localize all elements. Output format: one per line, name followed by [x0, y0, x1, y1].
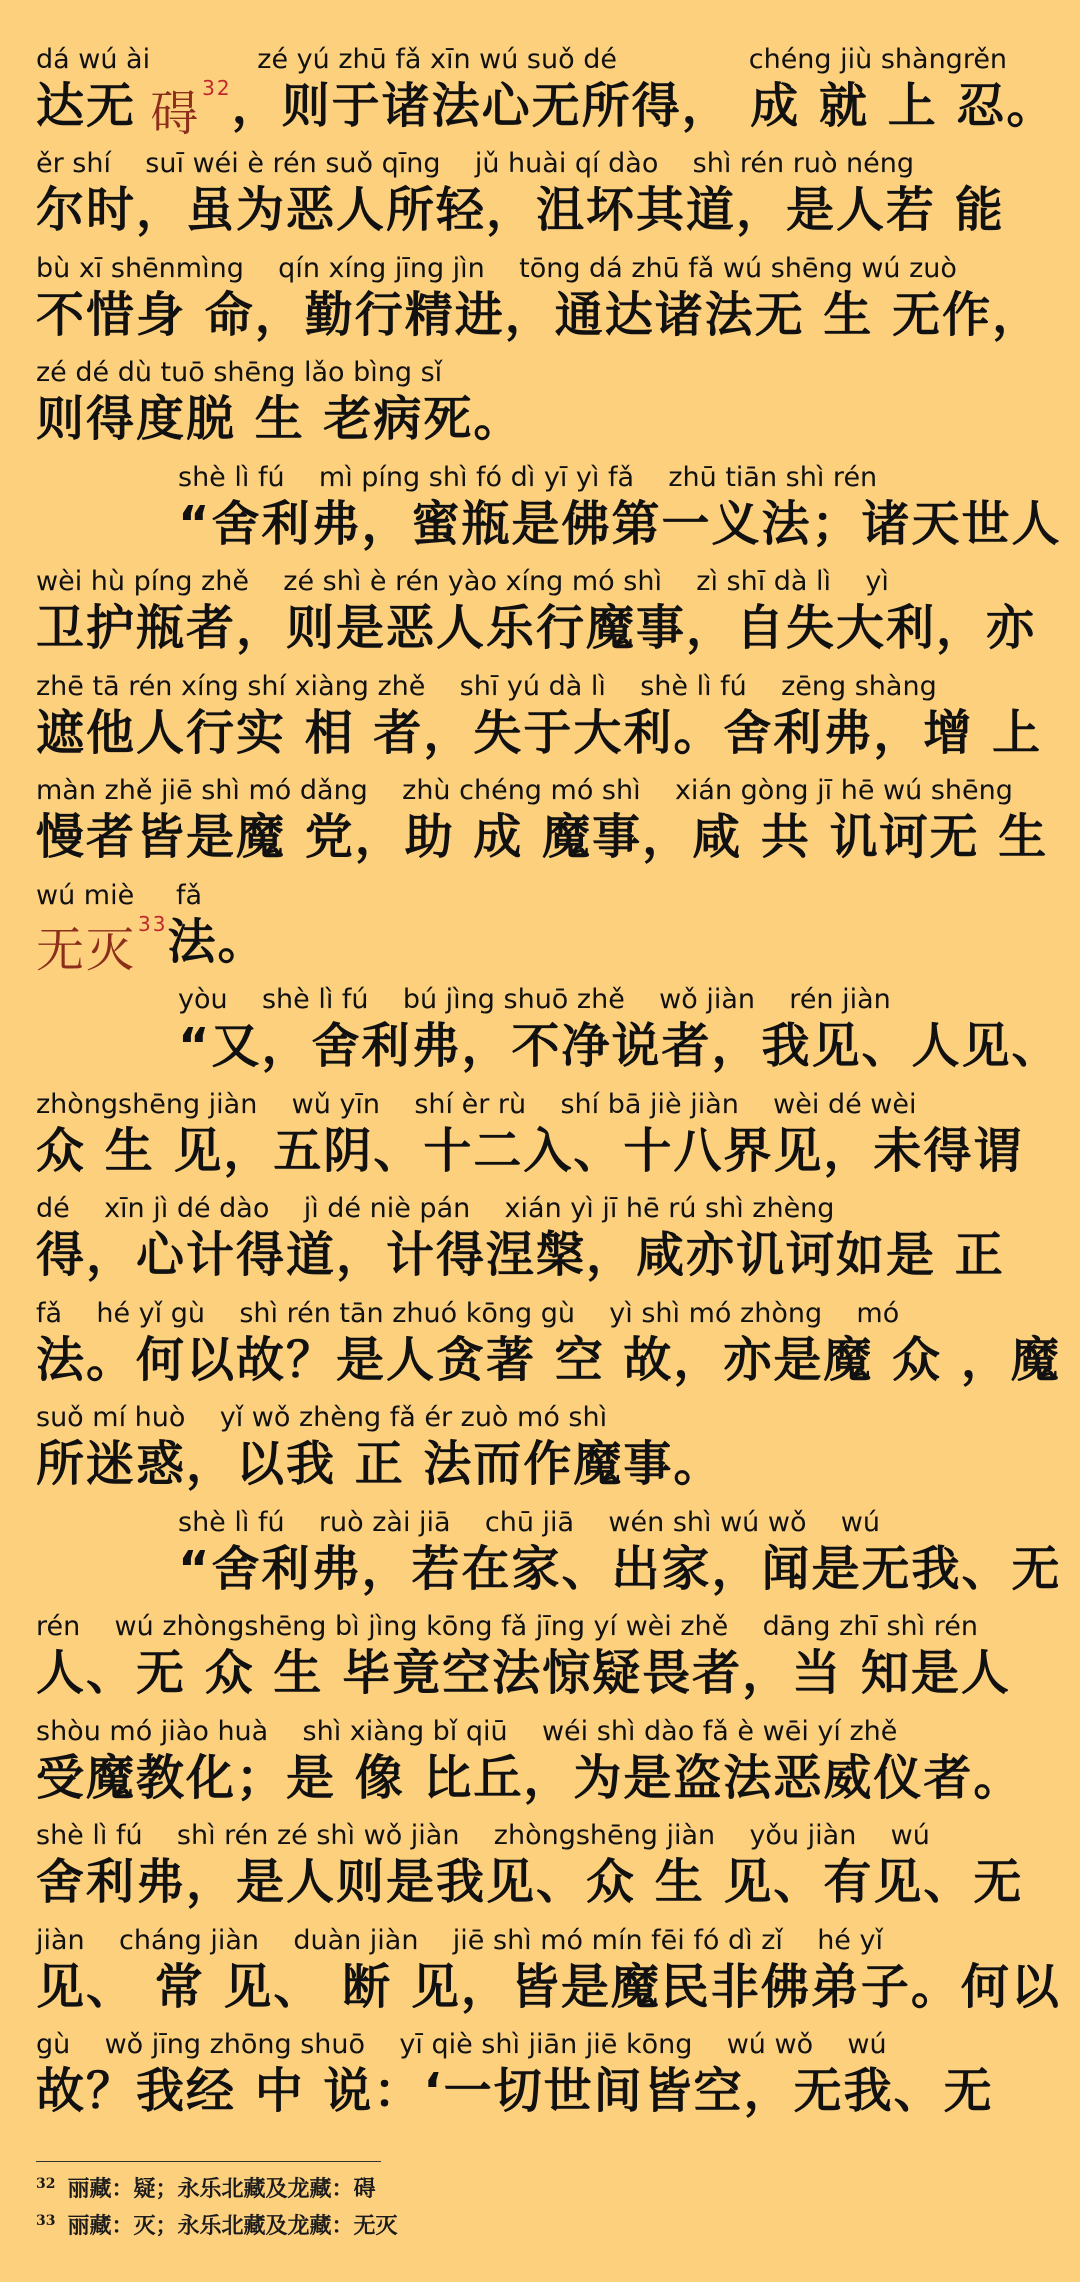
pinyin-annotation: shè lì fú ruò zài jiā chū jiā wén shì wú wǒ wú [178, 1506, 880, 1538]
pinyin-annotation: zhē tā rén xíng shí xiàng zhě shī yú dà lì shè lì fú zēng shàng [36, 670, 937, 702]
footnote-marker: 32 [202, 75, 232, 100]
pinyin-annotation: dé xīn jì dé dào jì dé niè pán xián yì jī hē rú shì zhèng [36, 1193, 835, 1224]
chinese-characters: 舍利弗，是人则是我见、众 生 见、有见、无 [36, 1854, 1024, 1910]
chinese-text [36, 1435, 723, 1493]
chinese-text [36, 1749, 1023, 1807]
text-line [36, 1493, 1062, 1598]
annotated-segment [36, 147, 1005, 239]
chinese-characters: “舍利弗，蜜瓶是佛第一义法；诸天世人 [178, 495, 1062, 552]
pinyin-annotation: ěr shí suī wéi è rén suǒ qīng jǔ huài qí dào shì rén ruò néng [36, 148, 915, 179]
chinese-characters: 卫护瓶者，则是恶人乐行魔事，自失大利，亦 [36, 600, 1037, 656]
footnotes [36, 2172, 398, 2246]
chinese-text [232, 77, 732, 135]
text-line [36, 239, 1046, 344]
chinese-text [36, 599, 1036, 657]
text-line [36, 657, 1046, 762]
chinese-text [36, 911, 168, 978]
annotated-segment [36, 1297, 1061, 1389]
annotated-segment [150, 43, 232, 142]
annotated-segment [232, 43, 732, 135]
pinyin-annotation: shòu mó jiào huà shì xiàng bǐ qiū wéi shì dào fǎ è wēi yí zhě [36, 1715, 898, 1747]
pinyin-annotation: yòu shè lì fú bú jìng shuō zhě wǒ jiàn rén jiàn [178, 984, 891, 1015]
pinyin-annotation: jiàn cháng jiàn duàn jiàn jiē shì mó mín fēi fó dì zǐ hé yǐ [36, 1924, 883, 1956]
chinese-text [167, 913, 267, 971]
chinese-characters: 达无 [36, 77, 137, 134]
chinese-characters: 尔时，虽为恶人所轻，沮坏其道，是人若 能 [36, 182, 1005, 238]
text-line [36, 762, 1049, 867]
annotated-segment [178, 461, 1062, 553]
annotated-segment [36, 1401, 723, 1493]
chinese-text [36, 1226, 1005, 1284]
annotated-segment [36, 774, 1048, 866]
text-line [36, 1911, 1061, 2016]
chinese-characters: 法。何以故？是人贪著 空 故，亦是魔 众 ，魔 [36, 1331, 1061, 1388]
chinese-text [36, 1958, 1061, 2016]
chinese-text [178, 1017, 1062, 1075]
text-line [36, 344, 1046, 449]
annotated-segment [36, 2028, 994, 2120]
annotated-segment [36, 1924, 1061, 2016]
annotated-segment [36, 1819, 1023, 1911]
text-line [36, 1598, 1046, 1703]
annotated-segment [36, 670, 1042, 762]
text-line [36, 1702, 1046, 1807]
chinese-text [732, 77, 1057, 135]
pinyin-annotation: dá wú ài [36, 43, 151, 75]
chinese-text [36, 704, 1042, 762]
text-line [36, 1807, 1046, 1912]
chinese-characters: 成 就 上 忍。 [731, 77, 1057, 134]
chinese-text [36, 2062, 994, 2120]
pinyin-annotation: màn zhě jiē shì mó dǎng zhù chéng mó shì xián gòng jī hē wú shēng [36, 775, 1013, 806]
chinese-characters: “又，舍利弗，不净说者，我见、人见、 [178, 1018, 1062, 1074]
chinese-text [178, 1540, 1062, 1598]
annotated-segment [36, 252, 1042, 344]
chinese-characters: 慢者皆是魔 党，助 成 魔事，咸 共 讥诃无 生 [36, 809, 1049, 865]
annotated-segment [36, 356, 523, 448]
chinese-text [36, 77, 136, 135]
chinese-characters: 见、 常 见、 断 见，皆是魔民非佛弟子。何以 [36, 1958, 1061, 2015]
annotated-segment [167, 879, 267, 971]
chinese-characters: “舍利弗，若在家、出家，闻是无我、无 [178, 1540, 1062, 1597]
text-line [36, 135, 1046, 240]
annotated-segment [36, 879, 168, 978]
text-line [36, 866, 1046, 978]
annotated-segment [178, 1506, 1062, 1598]
text-line [36, 30, 1057, 142]
annotated-segment [36, 565, 1036, 657]
chinese-text [150, 75, 232, 142]
text-line [36, 1075, 1046, 1180]
chinese-text [36, 808, 1048, 866]
chinese-characters: 故？我经 中 说：‘一切世间皆空，无我、无 [36, 2063, 994, 2119]
footnote-33: $^{33}$ 丽藏：灭；永乐北藏及龙藏：无灭 [36, 2213, 398, 2239]
pinyin-annotation: fǎ hé yǐ gù shì rén tān zhuó kōng gù yì shì mó zhòng mó [36, 1297, 900, 1329]
chinese-characters: 受魔教化；是 像 比丘，为是盗法恶威仪者。 [36, 1749, 1024, 1806]
text-line [36, 553, 1046, 658]
chinese-text [36, 1644, 1011, 1702]
pinyin-annotation: wèi hù píng zhě zé shì è rén yào xíng mó shì zì shī dà lì yì [36, 566, 889, 597]
annotated-segment [36, 43, 150, 135]
chinese-characters: 人、无 众 生 毕竟空法惊疑畏者，当 知是人 [36, 1645, 1011, 1701]
annotated-segment [732, 43, 1057, 135]
chinese-text [178, 495, 1062, 553]
footnote-divider [36, 2161, 381, 2162]
pinyin-annotation: zé yú zhū fǎ xīn wú suǒ dé [231, 43, 617, 75]
chinese-characters: 无灭 [36, 921, 137, 978]
chinese-text [36, 1853, 1023, 1911]
pinyin-annotation: wú miè [36, 879, 135, 911]
annotated-segment [178, 983, 1062, 1075]
chinese-text [36, 1122, 1023, 1180]
text-line [36, 2016, 1046, 2121]
annotated-segment [36, 1715, 1023, 1807]
text-line [36, 1180, 1046, 1285]
footnote-marker: 33 [138, 911, 168, 936]
chinese-characters: 则得度脱 生 老病死。 [36, 391, 524, 447]
pinyin-annotation: shè lì fú mì píng shì fó dì yī yì fǎ zhū tiān shì rén [178, 461, 878, 493]
footnote-32: $^{32}$ 丽藏：疑；永乐北藏及龙藏：碍 [36, 2176, 376, 2202]
pinyin-annotation: fǎ [167, 879, 203, 911]
chinese-characters: ，则于诸法心无所得， [231, 77, 732, 134]
chinese-text [36, 181, 1005, 239]
pinyin-annotation: rén wú zhòngshēng bì jìng kōng fǎ jīng yí wèi zhě dāng zhī shì rén [36, 1611, 978, 1642]
text-line [36, 971, 1062, 1076]
pinyin-annotation: gù wǒ jīng zhōng shuō yī qiè shì jiān jiē kōng wú wǒ wú [36, 2029, 887, 2060]
chinese-characters: 所迷惑，以我 正 法而作魔事。 [36, 1436, 724, 1492]
chinese-text [36, 286, 1042, 344]
pinyin-annotation: suǒ mí huò yǐ wǒ zhèng fǎ ér zuò mó shì [36, 1402, 608, 1433]
pinyin-annotation: bù xī shēnmìng qín xíng jīng jìn tōng dá zhū fǎ wú shēng wú zuò [36, 252, 957, 284]
text-line [36, 1389, 1046, 1494]
text-line [36, 1284, 1061, 1389]
annotated-segment [36, 1088, 1023, 1180]
chinese-text [36, 390, 523, 448]
chinese-characters: 法。 [167, 913, 268, 970]
annotated-segment [36, 1610, 1011, 1702]
chinese-characters: 不惜身 命，勤行精进，通达诸法无 生 无作， [36, 286, 1043, 343]
pinyin-annotation: chéng jiù shàngrěn [731, 43, 1008, 75]
chinese-text [36, 1331, 1061, 1389]
pinyin-annotation: zhòngshēng jiàn wǔ yīn shí èr rù shí bā jiè jiàn wèi dé wèi [36, 1088, 917, 1120]
chinese-characters: 众 生 见，五阴、十二入、十八界见，未得谓 [36, 1122, 1024, 1179]
pinyin-annotation: zé dé dù tuō shēng lǎo bìng sǐ [36, 357, 443, 388]
text-line [36, 448, 1062, 553]
chinese-characters: 得，心计得道，计得涅槃，咸亦讥诃如是 正 [36, 1227, 1005, 1283]
annotated-segment [36, 1192, 1005, 1284]
chinese-characters: 碍 [150, 85, 201, 142]
chinese-characters: 遮他人行实 相 者，失于大利。舍利弗，增 上 [36, 704, 1043, 761]
scripture-text [36, 30, 1062, 2120]
pinyin-annotation: shè lì fú shì rén zé shì wǒ jiàn zhòngshēng jiàn yǒu jiàn wú [36, 1820, 930, 1851]
